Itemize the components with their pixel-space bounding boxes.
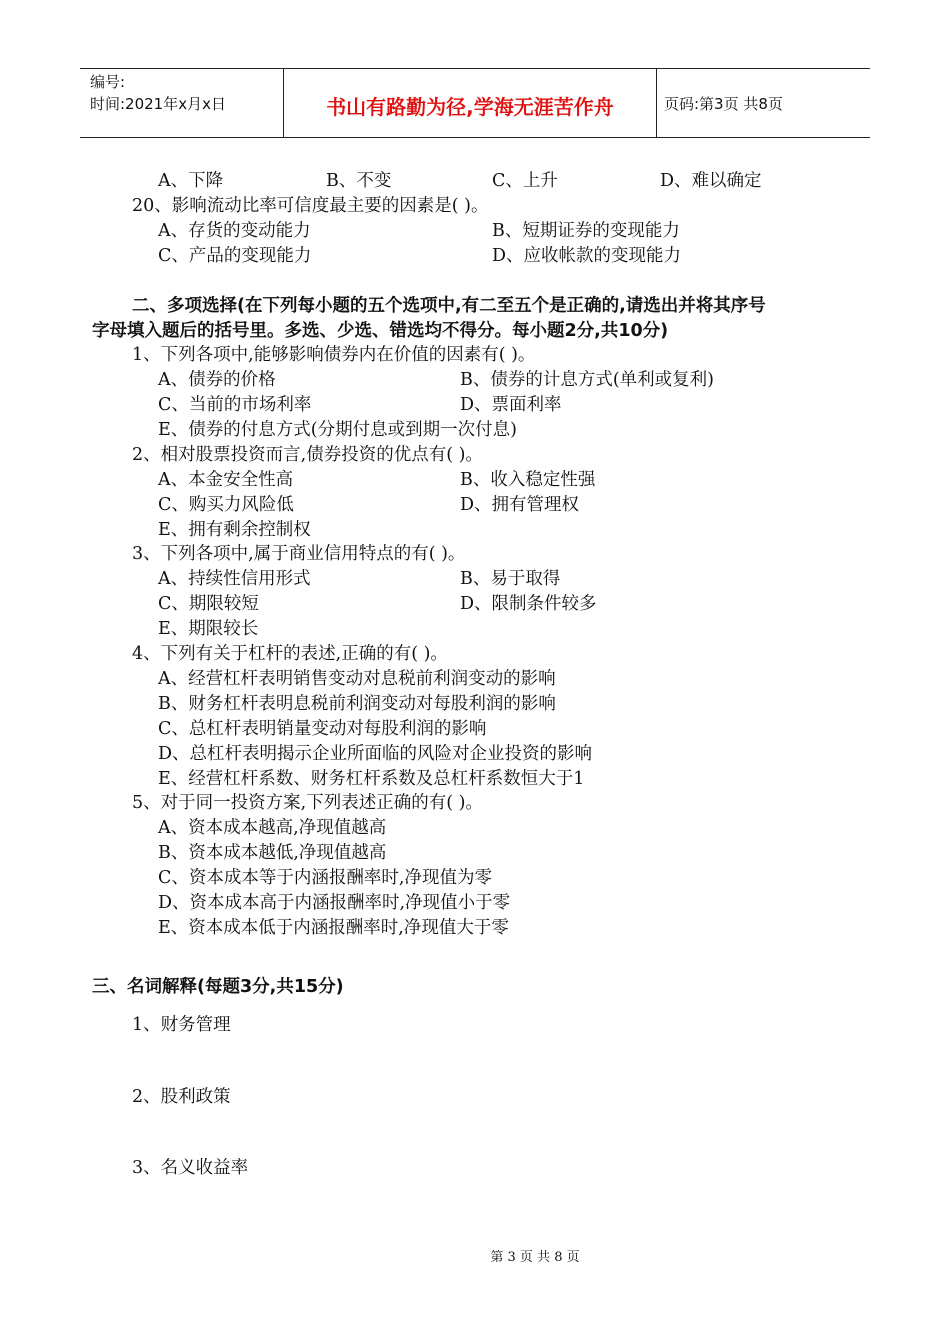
q19-option-c: C、上升 — [492, 171, 558, 191]
s2-q4-option-a: A、经营杠杆表明销售变动对息税前利润变动的影响 — [158, 669, 556, 689]
s2-q1-option-d: D、票面利率 — [460, 395, 562, 415]
s2-q2-option-b: B、收入稳定性强 — [460, 470, 596, 490]
s2-q5-option-a: A、资本成本越高,净现值越高 — [158, 818, 387, 838]
q20-option-d: D、应收帐款的变现能力 — [492, 246, 682, 266]
header-page-info: 页码:第3页 共8页 — [664, 95, 783, 113]
page-footer: 第 3 页 共 8 页 — [490, 1250, 580, 1265]
s2-q5-question: 5、对于同一投资方案,下列表述正确的有( )。 — [132, 793, 483, 813]
s2-q5-option-c: C、资本成本等于内涵报酬率时,净现值为零 — [158, 868, 492, 888]
s2-q2-option-d: D、拥有管理权 — [460, 495, 580, 515]
q20-option-b: B、短期证券的变现能力 — [492, 221, 680, 241]
s2-q3-question: 3、下列各项中,属于商业信用特点的有( )。 — [132, 544, 466, 564]
date-label: 时间:2021年x月x日 — [90, 95, 226, 113]
s2-q2-option-e: E、拥有剩余控制权 — [158, 520, 311, 540]
s2-q2-option-a: A、本金安全性高 — [158, 470, 294, 490]
q20-question: 20、影响流动比率可信度最主要的因素是( )。 — [132, 196, 489, 216]
s2-q3-option-a: A、持续性信用形式 — [158, 569, 311, 589]
s2-q1-option-e: E、债券的付息方式(分期付息或到期一次付息) — [158, 420, 517, 440]
s2-q5-option-d: D、资本成本高于内涵报酬率时,净现值小于零 — [158, 893, 511, 913]
s2-q3-option-b: B、易于取得 — [460, 569, 561, 589]
q19-option-a: A、下降 — [158, 171, 224, 191]
s3-term-1: 1、财务管理 — [132, 1015, 231, 1035]
s2-q1-question: 1、下列各项中,能够影响债券内在价值的因素有( )。 — [132, 345, 536, 365]
s2-q4-option-e: E、经营杠杆系数、财务杠杆系数及总杠杆系数恒大于1 — [158, 769, 585, 789]
s2-q2-question: 2、相对股票投资而言,债券投资的优点有( )。 — [132, 445, 483, 465]
s2-q3-option-e: E、期限较长 — [158, 619, 259, 639]
q20-option-c: C、产品的变现能力 — [158, 246, 312, 266]
s3-term-2: 2、股利政策 — [132, 1087, 231, 1107]
q20-option-a: A、存货的变动能力 — [158, 221, 311, 241]
header-divider — [656, 69, 657, 137]
q19-option-b: B、不变 — [326, 171, 392, 191]
s3-term-3: 3、名义收益率 — [132, 1158, 249, 1178]
s2-q5-option-e: E、资本成本低于内涵报酬率时,净现值大于零 — [158, 918, 509, 938]
header-left-cell — [90, 71, 226, 115]
s2-q5-option-b: B、资本成本越低,净现值越高 — [158, 843, 387, 863]
q19-option-d: D、难以确定 — [660, 171, 762, 191]
header-motto: 书山有路勤为径,学海无涯苦作舟 — [326, 95, 614, 119]
s2-q3-option-d: D、限制条件较多 — [460, 594, 597, 614]
s2-q4-question: 4、下列有关于杠杆的表述,正确的有( )。 — [132, 644, 448, 664]
s2-q1-option-a: A、债券的价格 — [158, 370, 276, 390]
page-header — [80, 68, 870, 138]
s2-q2-option-c: C、购买力风险低 — [158, 495, 294, 515]
s2-q4-option-c: C、总杠杆表明销量变动对每股利润的影响 — [158, 719, 487, 739]
s2-q1-option-b: B、债券的计息方式(单利或复利) — [460, 370, 715, 390]
section2-title-line2: 字母填入题后的括号里。多选、少选、错选均不得分。每小题2分,共10分) — [92, 321, 669, 341]
s2-q1-option-c: C、当前的市场利率 — [158, 395, 312, 415]
section2-title-line1: 二、多项选择(在下列每小题的五个选项中,有二至五个是正确的,请选出并将其序号 — [132, 296, 766, 316]
s2-q4-option-d: D、总杠杆表明揭示企业所面临的风险对企业投资的影响 — [158, 744, 593, 764]
s2-q3-option-c: C、期限较短 — [158, 594, 259, 614]
section3-title: 三、名词解释(每题3分,共15分) — [92, 977, 344, 997]
serial-label: 编号: — [90, 73, 126, 91]
s2-q4-option-b: B、财务杠杆表明息税前利润变动对每股利润的影响 — [158, 694, 556, 714]
